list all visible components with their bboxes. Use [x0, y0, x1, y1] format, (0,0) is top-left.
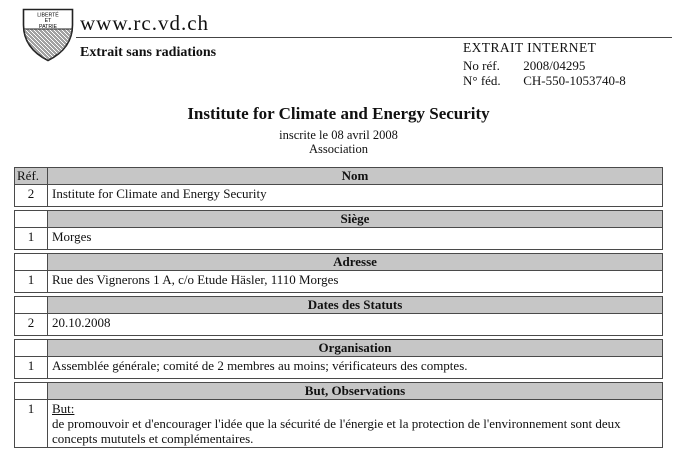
section-title: Organisation — [48, 340, 663, 357]
section-ref-number: 2 — [15, 185, 48, 207]
shield-motto-line2: ET — [44, 18, 52, 25]
content-text: Rue des Vignerons 1 A, c/o Etude Häsler, 1110 Morges — [52, 272, 339, 287]
content-text: de promouvoir et d'encourager l'idée que la sécurité de l'énergie et la protection de l'environnement sont deux concepts mututels et complémentaires. — [52, 416, 621, 446]
section-content — [48, 314, 663, 336]
section-ref-number: 1 — [15, 271, 48, 293]
content-text: 20.10.2008 — [52, 315, 111, 330]
section-title: Adresse — [48, 254, 663, 271]
registry-section-si-ge — [14, 210, 663, 250]
site-url: www.rc.vd.ch — [80, 11, 210, 35]
ref-column-spacer — [15, 297, 48, 314]
registry-sections — [14, 167, 663, 451]
section-title: Dates des Statuts — [48, 297, 663, 314]
federal-number-label: N° féd. — [463, 73, 501, 88]
ref-column-spacer — [15, 383, 48, 400]
vaud-coat-of-arms-icon — [22, 8, 74, 62]
section-content — [48, 400, 663, 448]
registry-section-dates-des-statuts — [14, 296, 663, 336]
section-title: Siège — [48, 211, 663, 228]
registry-section-nom — [14, 167, 663, 207]
shield-hatched-field — [22, 29, 74, 62]
content-text: Morges — [52, 229, 92, 244]
section-content — [48, 271, 663, 293]
section-title: But, Observations — [48, 383, 663, 400]
federal-number-value: CH-550-1053740-8 — [523, 73, 626, 88]
content-text: Institute for Climate and Energy Security — [52, 186, 267, 201]
section-ref-number: 1 — [15, 357, 48, 379]
section-ref-number: 2 — [15, 314, 48, 336]
entity-title-block — [0, 104, 677, 156]
ref-number-value: 2008/04295 — [523, 58, 586, 73]
section-content — [48, 228, 663, 250]
registry-section-adresse — [14, 253, 663, 293]
extract-type-label: Extrait sans radiations — [80, 45, 217, 60]
entity-legal-form: Association — [308, 142, 369, 156]
ref-number-label: No réf. — [463, 58, 500, 73]
entity-name: Institute for Climate and Energy Security — [187, 104, 490, 123]
content-heading-underlined: But: — [52, 401, 75, 416]
ref-column-spacer — [15, 254, 48, 271]
shield-motto-line1: LIBERTÉ — [37, 12, 59, 19]
ref-column-header: Réf. — [15, 168, 48, 185]
shield-motto-line3: PATRIE — [39, 23, 57, 30]
section-ref-number: 1 — [15, 228, 48, 250]
entity-registration-date: inscrite le 08 avril 2008 — [279, 128, 398, 142]
section-title: Nom — [48, 168, 663, 185]
reference-number-row — [463, 58, 626, 73]
registry-section-organisation — [14, 339, 663, 379]
ref-column-spacer — [15, 211, 48, 228]
content-text: Assemblée générale; comité de 2 membres au moins; vérificateurs des comptes. — [52, 358, 468, 373]
internet-extract-block — [463, 40, 626, 88]
section-ref-number: 1 — [15, 400, 48, 448]
ref-column-spacer — [15, 340, 48, 357]
federal-number-row — [463, 73, 626, 88]
registry-section-but-observations — [14, 382, 663, 448]
section-content — [48, 357, 663, 379]
section-content — [48, 185, 663, 207]
header-divider — [76, 37, 672, 38]
internet-extract-title: EXTRAIT INTERNET — [463, 40, 597, 55]
